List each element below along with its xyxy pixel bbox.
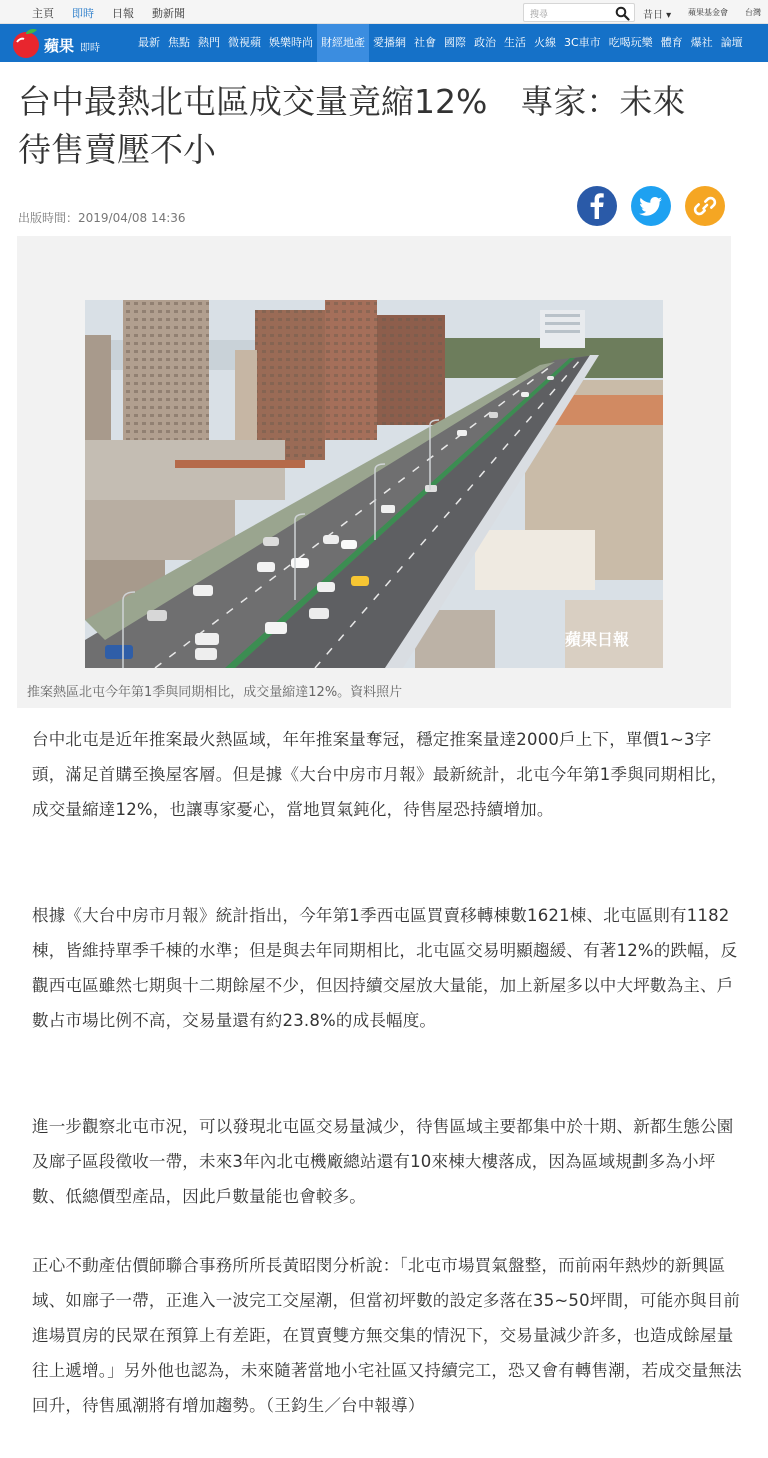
twitter-icon <box>631 186 671 226</box>
nav-item-politics[interactable]: 政治 <box>474 36 496 49</box>
nav-item-video[interactable]: 微視蘋 <box>228 36 261 49</box>
nav-item-international[interactable]: 國際 <box>444 36 466 49</box>
nav-item-entertainment[interactable]: 娛樂時尚 <box>269 36 313 49</box>
foundation-link[interactable]: 蘋果基金會 <box>688 8 728 17</box>
top-utility-bar <box>0 0 768 24</box>
nav-item-focus[interactable]: 焦點 <box>168 36 190 49</box>
article-paragraph-3: 進一步觀察北屯市況，可以發現北屯區交易量減少，待售區域主要都集中於十期、新都生態公園及廍子區段徵收一帶，未來3年內北屯機廠總站還有10來棟大樓落成，因為區域規劃多為小坪數、低總價型產品，因此戶數量能也會較多。 <box>32 1117 734 1206</box>
article-paragraph-4: 正心不動產估價師聯合事務所所長黃昭閔分析說：「北屯市場買氣盤整，而前兩年熱炒的新興區域、如廍子一帶，正進入一波完工交屋潮，但當初坪數的設定多落在35~50坪間，可能亦與目前進場買房的民眾在預算上有差距，在買賣雙方無交集的情況下，交易量減少許多，也造成餘屋量往上遞增。」另外他也認為，未來隨著當地小宅社區又持續完工，恐又會有轉售潮，若成交量無法回升，待售風潮將有增加趨勢。（王鈞生／台中報導） <box>32 1256 742 1415</box>
top-nav-realtime[interactable]: 即時 <box>72 7 94 20</box>
region-link[interactable]: 台灣 <box>745 8 761 17</box>
nav-item-finance[interactable]: 財經地產 <box>317 24 369 62</box>
nav-item-frontline[interactable]: 火線 <box>534 36 556 49</box>
brand-name: 蘋果 <box>44 37 75 55</box>
article-paragraph-2: 根據《大台中房市月報》統計指出，今年第1季西屯區買賣移轉棟數1621棟、北屯區則有1182棟，皆維持單季千棟的水準；但是與去年同期相比，北屯區交易明顯趨緩、有著12%的跌幅，反觀西屯區雖然七期與十二期餘屋不少，但因持續交屋放大量能，加上新屋多以中大坪數為主、戶數占市場比例不高，交易量還有約23.8%的成長幅度。 <box>32 906 738 1030</box>
publish-time: 出版時間：2019/04/08 14:36 <box>18 211 186 225</box>
section-nav <box>134 24 747 62</box>
nav-item-exposé[interactable]: 爆社 <box>690 36 713 49</box>
nav-item-sports[interactable]: 體育 <box>660 36 683 49</box>
facebook-icon <box>577 186 617 226</box>
nav-item-society[interactable]: 社會 <box>414 36 436 49</box>
nav-item-broadcast[interactable]: 愛播網 <box>373 36 406 49</box>
top-nav-daily[interactable]: 日報 <box>112 7 134 20</box>
copy-link-button[interactable] <box>685 186 725 226</box>
search-placeholder: 搜尋 <box>530 10 549 20</box>
nav-item-latest[interactable]: 最新 <box>138 36 160 49</box>
article-photo[interactable] <box>85 300 663 668</box>
nav-item-life[interactable]: 生活 <box>504 36 526 49</box>
apple-logo-icon <box>10 28 42 60</box>
nav-item-forum[interactable]: 論壇 <box>720 36 743 49</box>
top-nav-animation-news[interactable]: 動新聞 <box>152 7 185 20</box>
nav-item-popular[interactable]: 熱門 <box>198 36 220 49</box>
image-caption: 推案熱區北屯今年第1季與同期相比，成交量縮達12%。資料照片 <box>27 685 403 700</box>
nav-item-3c-cars[interactable]: 3C車市 <box>564 36 601 49</box>
article-title: 台中最熱北屯區成交量竟縮12% 專家：未來待售賣壓不小 <box>18 82 686 169</box>
nav-item-food[interactable]: 吃喝玩樂 <box>608 36 653 49</box>
article-figure <box>17 236 731 708</box>
elevated-highway-photo <box>85 300 663 668</box>
edition-dropdown[interactable]: 昔日 ▾ <box>643 10 672 21</box>
top-nav-home[interactable]: 主頁 <box>32 7 54 20</box>
search-icon[interactable] <box>615 6 630 21</box>
article-paragraph-1: 台中北屯是近年推案最火熱區域，年年推案量奪冠，穩定推案量達2000戶上下，單價1~3字頭，滿足首購至換屋客層。但是據《大台中房市月報》最新統計，北屯今年第1季與同期相比，成交量縮達12%，也讓專家憂心，當地買氣鈍化，待售屋恐持續增加。 <box>32 730 728 819</box>
twitter-share-button[interactable] <box>631 186 671 226</box>
brand-logo[interactable] <box>10 27 110 59</box>
facebook-share-button[interactable] <box>577 186 617 226</box>
brand-subtitle: 即時 <box>80 43 100 54</box>
main-nav-bar <box>0 24 768 62</box>
search-input[interactable] <box>523 3 635 22</box>
link-icon <box>685 186 725 226</box>
photo-watermark: 蘋果日報 <box>565 630 630 649</box>
top-nav <box>32 5 185 21</box>
